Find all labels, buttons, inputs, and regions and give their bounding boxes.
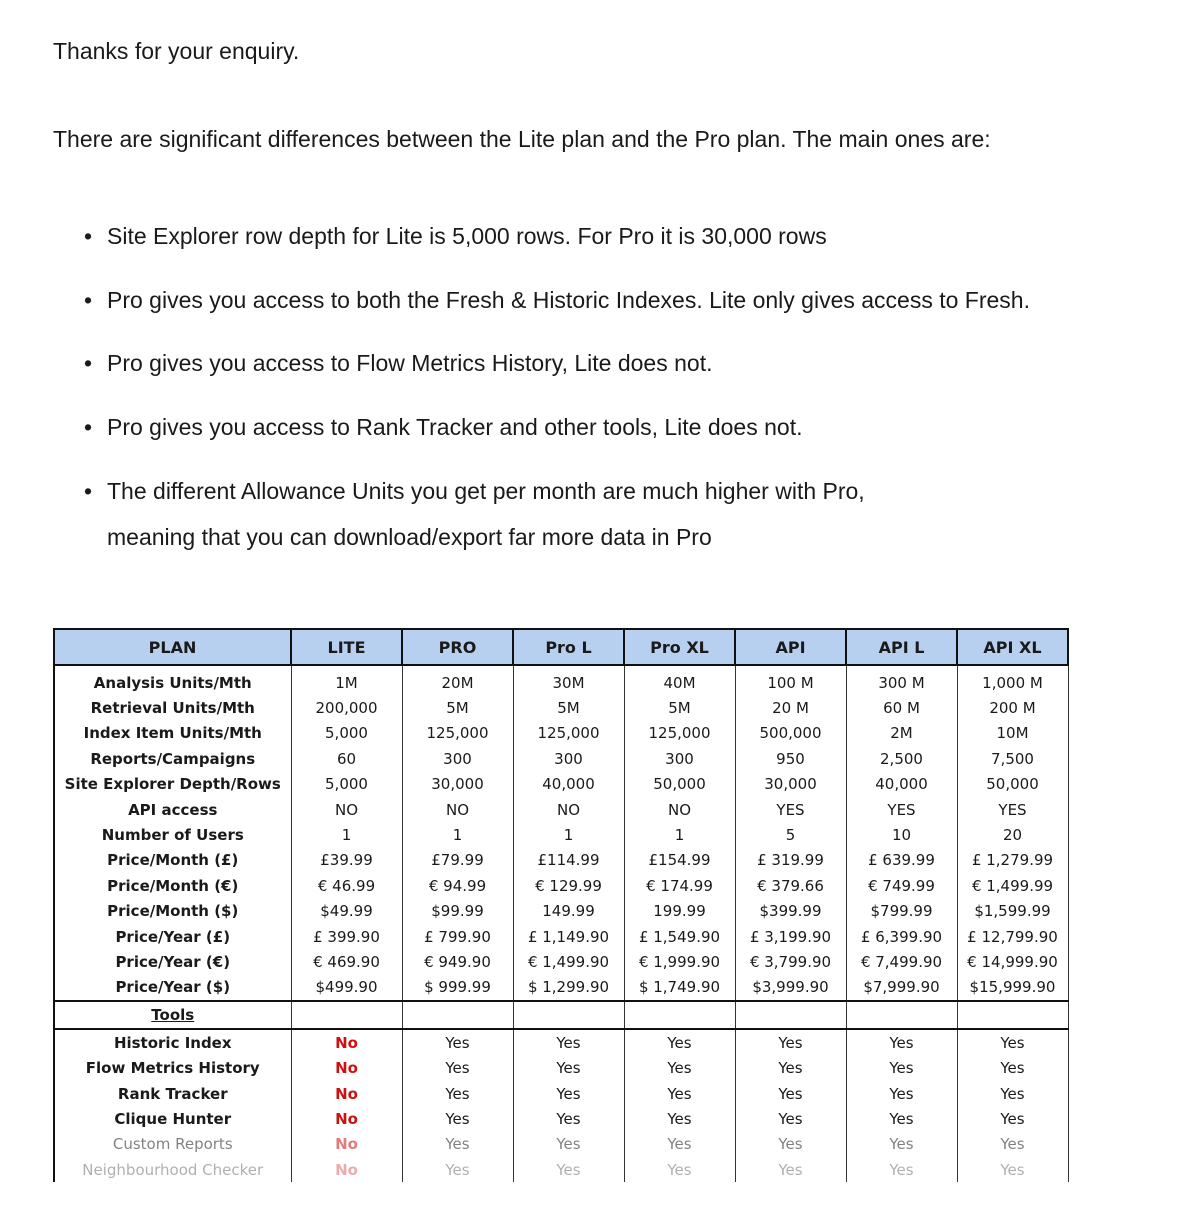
row-label: Rank Tracker bbox=[54, 1081, 291, 1106]
row-label: Price/Year ($) bbox=[54, 975, 291, 1001]
table-cell: Yes bbox=[846, 1157, 957, 1182]
row-label: Tools bbox=[54, 1001, 291, 1029]
table-cell: £ 639.99 bbox=[846, 848, 957, 873]
table-cell: € 1,499.99 bbox=[957, 873, 1068, 898]
table-cell: £ 799.90 bbox=[402, 924, 513, 949]
table-cell: 1 bbox=[402, 822, 513, 847]
table-cell: 5,000 bbox=[291, 721, 402, 746]
table-cell: € 129.99 bbox=[513, 873, 624, 898]
table-cell: Yes bbox=[402, 1106, 513, 1131]
table-cell: NO bbox=[513, 797, 624, 822]
table-row bbox=[54, 1055, 1068, 1080]
table-body bbox=[54, 665, 1068, 1182]
table-cell: $3,999.90 bbox=[735, 975, 846, 1001]
list-item-continuation: meaning that you can download/export far more data in Pro bbox=[107, 524, 712, 550]
table-cell: 300 bbox=[624, 746, 735, 771]
table-cell: € 379.66 bbox=[735, 873, 846, 898]
table-cell: 125,000 bbox=[513, 721, 624, 746]
table-cell: £ 1,149.90 bbox=[513, 924, 624, 949]
table-cell: 199.99 bbox=[624, 899, 735, 924]
table-cell: Yes bbox=[513, 1157, 624, 1182]
table-cell: 1M bbox=[291, 665, 402, 695]
bullet-icon: • bbox=[84, 478, 93, 504]
table-cell: Yes bbox=[957, 1106, 1068, 1131]
column-header: API bbox=[735, 629, 846, 665]
plan-comparison-table bbox=[53, 628, 1069, 1182]
row-label: Price/Month (€) bbox=[54, 873, 291, 898]
table-cell: $1,599.99 bbox=[957, 899, 1068, 924]
table-row bbox=[54, 848, 1068, 873]
column-header: PLAN bbox=[54, 629, 291, 665]
table-cell: No bbox=[291, 1106, 402, 1131]
column-header: Pro XL bbox=[624, 629, 735, 665]
table-cell: YES bbox=[846, 797, 957, 822]
column-header: API XL bbox=[957, 629, 1068, 665]
table-cell: 10M bbox=[957, 721, 1068, 746]
table-cell: 30,000 bbox=[735, 772, 846, 797]
table-row bbox=[54, 1029, 1068, 1055]
table-cell: £ 1,549.90 bbox=[624, 924, 735, 949]
table-cell: € 749.99 bbox=[846, 873, 957, 898]
table-cell: 5M bbox=[624, 695, 735, 720]
table-cell: € 3,799.90 bbox=[735, 949, 846, 974]
table-cell: 950 bbox=[735, 746, 846, 771]
table-cell-empty bbox=[624, 1001, 735, 1029]
table-cell: Yes bbox=[735, 1029, 846, 1055]
row-label: Flow Metrics History bbox=[54, 1055, 291, 1080]
table-cell: 1 bbox=[513, 822, 624, 847]
table-cell: Yes bbox=[624, 1132, 735, 1157]
table-row bbox=[54, 899, 1068, 924]
row-label: Retrieval Units/Mth bbox=[54, 695, 291, 720]
bullet-icon: • bbox=[84, 223, 93, 249]
table-cell: Yes bbox=[402, 1081, 513, 1106]
table-cell: 100 M bbox=[735, 665, 846, 695]
row-label: Neighbourhood Checker bbox=[54, 1157, 291, 1182]
column-header: API L bbox=[846, 629, 957, 665]
table-cell: Yes bbox=[957, 1132, 1068, 1157]
table-cell: 1 bbox=[624, 822, 735, 847]
table-cell: YES bbox=[735, 797, 846, 822]
table-cell: 30M bbox=[513, 665, 624, 695]
table-cell: £ 1,279.99 bbox=[957, 848, 1068, 873]
table-cell-empty bbox=[957, 1001, 1068, 1029]
row-label: Analysis Units/Mth bbox=[54, 665, 291, 695]
list-item-text: Pro gives you access to both the Fresh & Historic Indexes. Lite only gives access to Fresh. bbox=[107, 287, 1030, 313]
table-cell: NO bbox=[402, 797, 513, 822]
table-cell: 30,000 bbox=[402, 772, 513, 797]
table-row bbox=[54, 1132, 1068, 1157]
table-cell: 5,000 bbox=[291, 772, 402, 797]
table-cell: £114.99 bbox=[513, 848, 624, 873]
table-cell: Yes bbox=[735, 1081, 846, 1106]
table-cell: $99.99 bbox=[402, 899, 513, 924]
table-cell: 20M bbox=[402, 665, 513, 695]
table-cell: $799.99 bbox=[846, 899, 957, 924]
table-cell: 20 bbox=[957, 822, 1068, 847]
table-cell: 1 bbox=[291, 822, 402, 847]
table-row bbox=[54, 975, 1068, 1001]
table-cell: Yes bbox=[957, 1055, 1068, 1080]
bullet-icon: • bbox=[84, 414, 93, 440]
row-label: Index Item Units/Mth bbox=[54, 721, 291, 746]
row-label: Price/Year (€) bbox=[54, 949, 291, 974]
table-cell: Yes bbox=[957, 1081, 1068, 1106]
table-cell: 60 M bbox=[846, 695, 957, 720]
table-row bbox=[54, 665, 1068, 695]
table-cell: Yes bbox=[735, 1055, 846, 1080]
table-cell: No bbox=[291, 1081, 402, 1106]
table-cell-empty bbox=[513, 1001, 624, 1029]
table-cell: £ 6,399.90 bbox=[846, 924, 957, 949]
table-cell: € 469.90 bbox=[291, 949, 402, 974]
column-header: Pro L bbox=[513, 629, 624, 665]
table-cell: $399.99 bbox=[735, 899, 846, 924]
list-item-text: Site Explorer row depth for Lite is 5,000 rows. For Pro it is 30,000 rows bbox=[107, 223, 827, 249]
column-header: PRO bbox=[402, 629, 513, 665]
table-header-row bbox=[54, 629, 1068, 665]
table-cell: Yes bbox=[513, 1106, 624, 1131]
table-cell: No bbox=[291, 1029, 402, 1055]
table-row bbox=[54, 746, 1068, 771]
bullet-icon: • bbox=[84, 350, 93, 376]
table-cell: Yes bbox=[624, 1055, 735, 1080]
table-cell: Yes bbox=[402, 1132, 513, 1157]
table-cell: $ 1,299.90 bbox=[513, 975, 624, 1001]
row-label: Custom Reports bbox=[54, 1132, 291, 1157]
table-cell: 5 bbox=[735, 822, 846, 847]
table-cell: Yes bbox=[624, 1106, 735, 1131]
table-cell: Yes bbox=[402, 1029, 513, 1055]
table-cell: 2,500 bbox=[846, 746, 957, 771]
table-cell: No bbox=[291, 1055, 402, 1080]
table-cell: € 94.99 bbox=[402, 873, 513, 898]
table-row bbox=[54, 797, 1068, 822]
table-cell: $7,999.90 bbox=[846, 975, 957, 1001]
table-row bbox=[54, 1106, 1068, 1131]
table-cell: 60 bbox=[291, 746, 402, 771]
list-item-text: Pro gives you access to Rank Tracker and other tools, Lite does not. bbox=[107, 414, 803, 440]
table-cell: 5M bbox=[402, 695, 513, 720]
table-cell: 300 bbox=[402, 746, 513, 771]
table-row bbox=[54, 1157, 1068, 1182]
table-cell: 40M bbox=[624, 665, 735, 695]
table-cell: 500,000 bbox=[735, 721, 846, 746]
table-cell: £154.99 bbox=[624, 848, 735, 873]
list-item-text: The different Allowance Units you get per month are much higher with Pro, bbox=[107, 478, 865, 504]
row-label: API access bbox=[54, 797, 291, 822]
row-label: Reports/Campaigns bbox=[54, 746, 291, 771]
table-cell: Yes bbox=[624, 1029, 735, 1055]
table-row bbox=[54, 772, 1068, 797]
table-cell: $499.90 bbox=[291, 975, 402, 1001]
table-cell: Yes bbox=[846, 1081, 957, 1106]
table-cell: Yes bbox=[846, 1132, 957, 1157]
row-label: Site Explorer Depth/Rows bbox=[54, 772, 291, 797]
table-cell: Yes bbox=[513, 1132, 624, 1157]
table-row bbox=[54, 873, 1068, 898]
table-cell-empty bbox=[735, 1001, 846, 1029]
table-cell: € 14,999.90 bbox=[957, 949, 1068, 974]
table-cell: NO bbox=[624, 797, 735, 822]
table-cell: € 1,999.90 bbox=[624, 949, 735, 974]
table-cell: 50,000 bbox=[957, 772, 1068, 797]
table-cell: 125,000 bbox=[402, 721, 513, 746]
table-cell: 40,000 bbox=[513, 772, 624, 797]
table-cell: Yes bbox=[513, 1081, 624, 1106]
lead-text: There are significant differences between the Lite plan and the Pro plan. The main ones are: bbox=[53, 126, 991, 152]
table-cell: € 174.99 bbox=[624, 873, 735, 898]
table-cell: 50,000 bbox=[624, 772, 735, 797]
table-cell: £79.99 bbox=[402, 848, 513, 873]
table-cell: Yes bbox=[957, 1157, 1068, 1182]
table-cell: $ 999.99 bbox=[402, 975, 513, 1001]
table-cell: Yes bbox=[846, 1029, 957, 1055]
table-row bbox=[54, 1081, 1068, 1106]
table-cell: $ 1,749.90 bbox=[624, 975, 735, 1001]
table-cell-empty bbox=[291, 1001, 402, 1029]
table-cell: Yes bbox=[735, 1157, 846, 1182]
table-cell-empty bbox=[846, 1001, 957, 1029]
row-label: Price/Month ($) bbox=[54, 899, 291, 924]
table-cell: 149.99 bbox=[513, 899, 624, 924]
table-cell: £ 319.99 bbox=[735, 848, 846, 873]
table-cell: Yes bbox=[513, 1055, 624, 1080]
row-label: Price/Year (£) bbox=[54, 924, 291, 949]
table-cell: £ 399.90 bbox=[291, 924, 402, 949]
table-cell: 10 bbox=[846, 822, 957, 847]
table-cell: 200 M bbox=[957, 695, 1068, 720]
column-header: LITE bbox=[291, 629, 402, 665]
greeting-text: Thanks for your enquiry. bbox=[53, 38, 300, 64]
table-cell: Yes bbox=[957, 1029, 1068, 1055]
table-cell: No bbox=[291, 1157, 402, 1182]
table-row bbox=[54, 924, 1068, 949]
table-cell: 300 bbox=[513, 746, 624, 771]
table-cell: Yes bbox=[402, 1055, 513, 1080]
table-cell: $15,999.90 bbox=[957, 975, 1068, 1001]
table-cell: 300 M bbox=[846, 665, 957, 695]
row-label: Clique Hunter bbox=[54, 1106, 291, 1131]
table-cell: NO bbox=[291, 797, 402, 822]
table-cell: Yes bbox=[624, 1081, 735, 1106]
table-cell: $49.99 bbox=[291, 899, 402, 924]
table-cell: Yes bbox=[624, 1157, 735, 1182]
table-cell: 1,000 M bbox=[957, 665, 1068, 695]
row-label: Number of Users bbox=[54, 822, 291, 847]
table-cell: Yes bbox=[846, 1055, 957, 1080]
table-cell: 5M bbox=[513, 695, 624, 720]
table-row bbox=[54, 695, 1068, 720]
table-cell: 7,500 bbox=[957, 746, 1068, 771]
table-cell: € 46.99 bbox=[291, 873, 402, 898]
table-cell: No bbox=[291, 1132, 402, 1157]
table-cell: 2M bbox=[846, 721, 957, 746]
table-cell-empty bbox=[402, 1001, 513, 1029]
table-cell: YES bbox=[957, 797, 1068, 822]
table-cell: € 949.90 bbox=[402, 949, 513, 974]
table-cell: Yes bbox=[735, 1106, 846, 1131]
row-label: Price/Month (£) bbox=[54, 848, 291, 873]
table-cell: 125,000 bbox=[624, 721, 735, 746]
table-cell: 200,000 bbox=[291, 695, 402, 720]
table-cell: Yes bbox=[513, 1029, 624, 1055]
table-cell: 20 M bbox=[735, 695, 846, 720]
table-cell: 40,000 bbox=[846, 772, 957, 797]
table-row bbox=[54, 1001, 1068, 1029]
table-cell: € 1,499.90 bbox=[513, 949, 624, 974]
table-cell: £ 12,799.90 bbox=[957, 924, 1068, 949]
table-cell: Yes bbox=[735, 1132, 846, 1157]
bullet-icon: • bbox=[84, 287, 93, 313]
table-row bbox=[54, 721, 1068, 746]
table-cell: € 7,499.90 bbox=[846, 949, 957, 974]
table-cell: Yes bbox=[402, 1157, 513, 1182]
table-cell: Yes bbox=[846, 1106, 957, 1131]
row-label: Historic Index bbox=[54, 1029, 291, 1055]
table-row bbox=[54, 949, 1068, 974]
table-row bbox=[54, 822, 1068, 847]
list-item-text: Pro gives you access to Flow Metrics History, Lite does not. bbox=[107, 350, 713, 376]
table-cell: £39.99 bbox=[291, 848, 402, 873]
table-cell: £ 3,199.90 bbox=[735, 924, 846, 949]
